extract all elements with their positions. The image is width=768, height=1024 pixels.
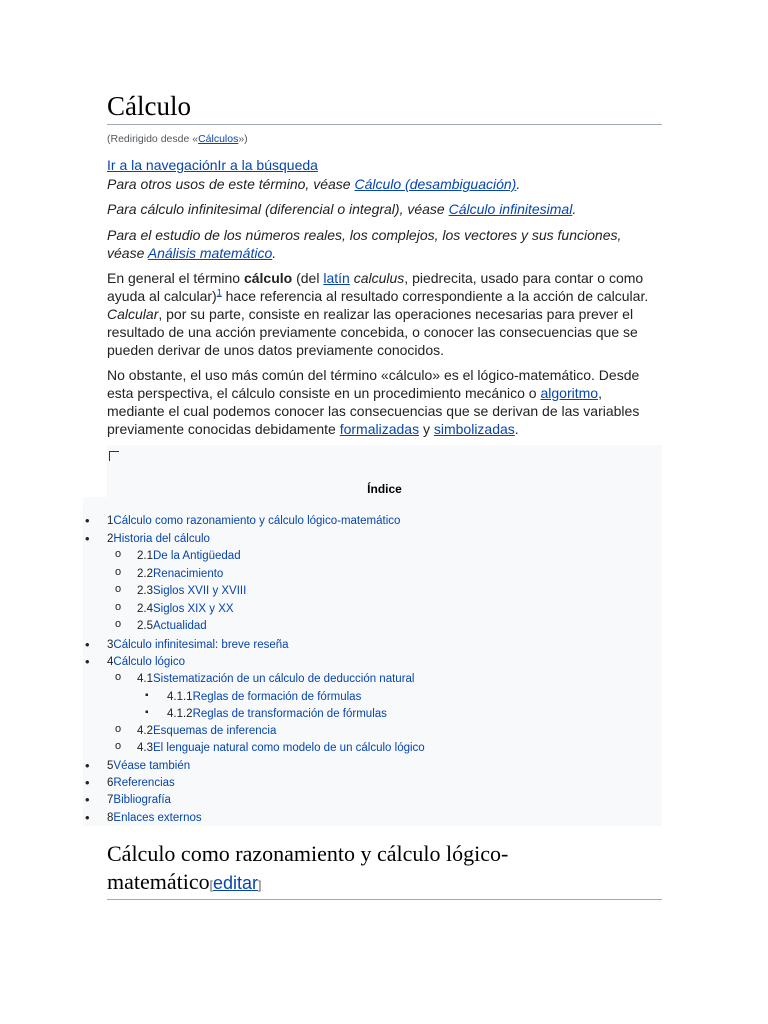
toc-item-1[interactable] [107, 514, 400, 528]
section-heading-line2: matemático [107, 869, 210, 894]
toc-item-text: Bibliografía [113, 794, 171, 806]
hatnote-infinitesimal [107, 200, 662, 218]
intro-paragraph-2 [107, 366, 662, 438]
p2-text-b: , mediante el cual podemos conocer las consecuencias que se derivan de las variables previamente conocidas debidamente [107, 385, 640, 437]
toc-item-number: 1 [107, 515, 114, 527]
toc-item-8[interactable] [107, 811, 202, 825]
p2-text-c: y [419, 421, 434, 437]
toc-item-number: 4 [107, 656, 114, 668]
toc-item-text: Esquemas de inferencia [153, 725, 277, 737]
toc-item-text: Enlaces externos [113, 812, 202, 824]
toc-item-number: 2.3 [137, 585, 153, 597]
hatnote-text: Para otros usos de este término, véase [107, 176, 355, 192]
jump-to-search-link[interactable]: Ir a la búsqueda [217, 157, 318, 173]
toc-bullet [115, 618, 121, 630]
toc-item-number: 2.2 [137, 568, 153, 580]
toc-item-4-1-2[interactable] [167, 707, 387, 721]
hatnote-end: . [272, 245, 277, 261]
toc-item-text: Siglos XIX y XX [153, 603, 234, 615]
toc-item-number: 4.3 [137, 742, 153, 754]
hatnote-link-desambiguacion[interactable]: Cálculo (desambiguación) [354, 176, 517, 192]
toc-item-text: Véase también [113, 760, 191, 772]
algoritmo-link[interactable]: algoritmo [540, 385, 599, 401]
toc-bullet [85, 775, 90, 790]
latin-link[interactable]: latín [323, 270, 350, 286]
toc-item-text: Cálculo como razonamiento y cálculo lógico-matemático [113, 515, 401, 527]
p2-text-d: . [514, 421, 519, 437]
hatnote-disambiguation [107, 175, 662, 193]
toc-item-7[interactable] [107, 793, 171, 807]
toc-item-5[interactable] [107, 759, 190, 773]
p1-text-d: , piedrecita, usado para contar o como ayuda al calcular) [107, 270, 644, 304]
toc-item-number: 2.5 [137, 620, 153, 632]
toc-item-2-3[interactable] [137, 584, 246, 598]
toc-item-2-1[interactable] [137, 549, 241, 563]
toc-item-text: Historia del cálculo [113, 533, 210, 545]
hatnote-text: Para el estudio de los números reales, los complejos, los vectores y sus funciones, véase [107, 227, 622, 261]
p1-text-e: hace referencia al resultado correspondiente a la acción de calcular. [221, 288, 649, 304]
toc-item-number: 7 [107, 794, 114, 806]
section-heading-calculo-razonamiento [107, 840, 662, 900]
toc-item-number: 4.1.2 [167, 708, 193, 720]
toc-bullet [115, 671, 121, 683]
hatnote-text: Para cálculo infinitesimal (diferencial o integral), véase [107, 201, 449, 217]
hatnote-link-analisis[interactable]: Análisis matemático [147, 245, 273, 261]
redirect-prefix: (Redirigido desde « [107, 133, 199, 145]
page-title: Cálculo [107, 88, 662, 125]
toc-item-2-5[interactable] [137, 619, 207, 633]
toc-item-text: Sistematización de un cálculo de deducción natural [153, 673, 415, 685]
toc-title: Índice [367, 482, 402, 496]
toc-item-4-1-1[interactable] [167, 690, 361, 704]
toc-item-number: 2.4 [137, 603, 153, 615]
p1-bold-term: cálculo [243, 270, 293, 286]
toc-bullet [85, 637, 90, 652]
toc-item-text: Cálculo lógico [113, 656, 186, 668]
redirect-note [107, 133, 248, 145]
edit-bracket-open: [ [209, 878, 213, 892]
toc-item-number: 8 [107, 812, 114, 824]
toc-item-number: 4.2 [137, 725, 153, 737]
section-heading-line1: Cálculo como razonamiento y cálculo lógico- [107, 841, 509, 866]
redirect-suffix: ») [238, 133, 248, 145]
toc-item-text: Cálculo infinitesimal: breve reseña [113, 639, 289, 651]
toc-item-number: 6 [107, 777, 114, 789]
toc-item-text: Reglas de transformación de fórmulas [192, 708, 387, 720]
toc-bullet [115, 601, 121, 613]
p1-text-a: En general el término [107, 270, 244, 286]
toc-item-4-3[interactable] [137, 741, 425, 755]
toc-item-number: 3 [107, 639, 114, 651]
toc-bullet [115, 548, 121, 560]
toc-item-number: 5 [107, 760, 114, 772]
toc-item-6[interactable] [107, 776, 175, 790]
edit-section-link[interactable]: editar [212, 873, 258, 893]
toc-bullet [145, 706, 149, 718]
toc-toggle-checkbox[interactable] [109, 451, 119, 461]
reference-1-link[interactable]: 1 [216, 287, 222, 298]
hatnote-end: . [572, 201, 577, 217]
intro-paragraph-1 [107, 269, 662, 359]
toc-bullet [115, 740, 121, 752]
p1-italic-calculus: calculus [353, 270, 405, 286]
toc-bullet [85, 792, 90, 807]
toc-item-text: Referencias [113, 777, 175, 789]
toc-item-text: Renacimiento [153, 568, 224, 580]
toc-bullet [145, 689, 149, 701]
toc-item-2-4[interactable] [137, 602, 234, 616]
toc-item-text: Reglas de formación de fórmulas [192, 691, 362, 703]
toc-item-4-2[interactable] [137, 724, 276, 738]
jump-to-navigation-link[interactable]: Ir a la navegación [107, 157, 218, 173]
toc-item-4[interactable] [107, 655, 185, 669]
p1-text-b: (del [292, 270, 324, 286]
toc-item-4-1[interactable] [137, 672, 414, 686]
toc-bullet [115, 723, 121, 735]
hatnote-link-infinitesimal[interactable]: Cálculo infinitesimal [448, 201, 573, 217]
hatnote-analisis [107, 226, 662, 262]
toc-bullet [85, 810, 90, 825]
toc-item-2[interactable] [107, 532, 210, 546]
toc-item-text: El lenguaje natural como modelo de un cálculo lógico [153, 742, 425, 754]
toc-bullet [85, 654, 90, 669]
toc-item-number: 4.1.1 [167, 691, 193, 703]
p2-text-a: No obstante, el uso más común del término «cálculo» es el lógico-matemático. Desde esta perspectiva, el cálculo consiste en un procedimiento mecánico o [107, 367, 640, 401]
toc-item-number: 2 [107, 533, 114, 545]
toc-bullet [85, 531, 90, 546]
toc-item-number: 2.1 [137, 550, 153, 562]
toc-item-2-2[interactable] [137, 567, 223, 581]
toc-bullet [85, 758, 90, 773]
toc-item-text: De la Antigüedad [153, 550, 241, 562]
p1-italic-calcular: Calcular [107, 306, 159, 322]
toc-bullet [115, 583, 121, 595]
toc-item-text: Actualidad [153, 620, 207, 632]
formalizadas-link[interactable]: formalizadas [339, 421, 420, 437]
redirect-link[interactable]: Cálculos [198, 133, 239, 145]
edit-bracket-close: ] [258, 878, 262, 892]
table-of-contents [83, 445, 662, 826]
hatnote-end: . [516, 176, 521, 192]
toc-item-number: 4.1 [137, 673, 153, 685]
p1-text-f: , por su parte, consiste en realizar las operaciones necesarias para prever el resultado de una acción previamente concebida, o conocer las consecuencias que se pueden derivar de unos datos previamente conocidos. [107, 306, 638, 358]
toc-bullet [85, 513, 90, 528]
jump-links [107, 156, 318, 174]
toc-bullet [115, 566, 121, 578]
toc-item-text: Siglos XVII y XVIII [153, 585, 247, 597]
toc-item-3[interactable] [107, 638, 289, 652]
simbolizadas-link[interactable]: simbolizadas [433, 421, 515, 437]
